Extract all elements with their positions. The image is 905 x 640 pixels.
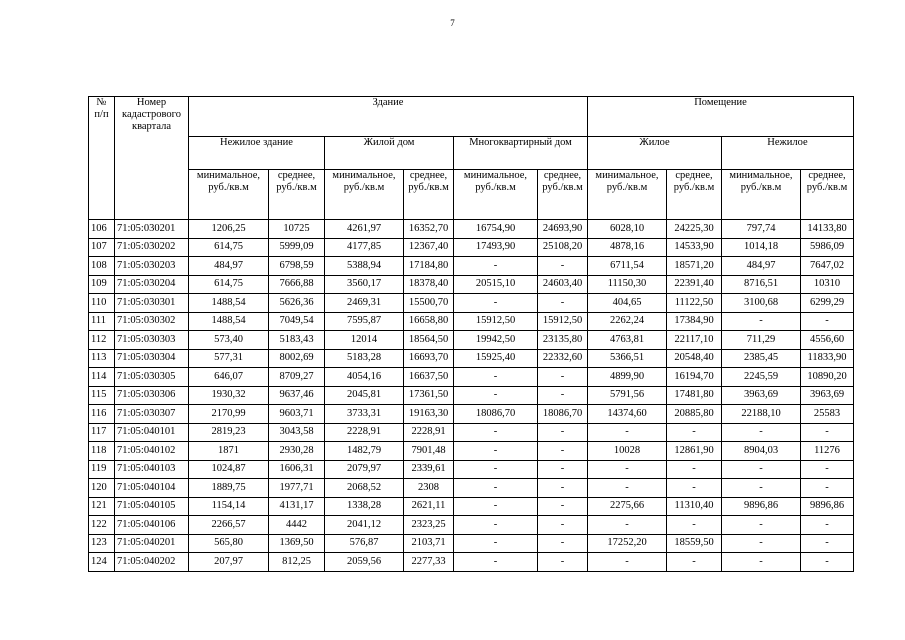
page-number: 7 bbox=[450, 18, 455, 28]
value-cell: 24693,90 bbox=[538, 220, 588, 239]
value-cell: - bbox=[801, 479, 854, 498]
value-cell: 2930,28 bbox=[269, 442, 325, 461]
header-avg-unit: среднее, руб./кв.м bbox=[269, 170, 325, 220]
header-apartment-building: Многоквартирный дом bbox=[454, 137, 588, 170]
value-cell: 2308 bbox=[404, 479, 454, 498]
value-cell: 18378,40 bbox=[404, 275, 454, 294]
row-number: 111 bbox=[89, 312, 115, 331]
value-cell: 25108,20 bbox=[538, 238, 588, 257]
value-cell: 484,97 bbox=[189, 257, 269, 276]
value-cell: 8709,27 bbox=[269, 368, 325, 387]
value-cell: - bbox=[538, 516, 588, 535]
value-cell: 797,74 bbox=[722, 220, 801, 239]
value-cell: - bbox=[588, 479, 667, 498]
value-cell: 14533,90 bbox=[667, 238, 722, 257]
header-num: № п/п bbox=[89, 97, 115, 220]
value-cell: 404,65 bbox=[588, 294, 667, 313]
cadastral-code: 71:05:040103 bbox=[115, 460, 189, 479]
value-cell: 19942,50 bbox=[454, 331, 538, 350]
value-cell: - bbox=[588, 423, 667, 442]
value-cell: 10890,20 bbox=[801, 368, 854, 387]
value-cell: 5986,09 bbox=[801, 238, 854, 257]
value-cell: 2266,57 bbox=[189, 516, 269, 535]
value-cell: 20548,40 bbox=[667, 349, 722, 368]
value-cell: 4442 bbox=[269, 516, 325, 535]
row-number: 108 bbox=[89, 257, 115, 276]
value-cell: - bbox=[538, 442, 588, 461]
value-cell: 2385,45 bbox=[722, 349, 801, 368]
value-cell: 7666,88 bbox=[269, 275, 325, 294]
table-row bbox=[89, 386, 854, 405]
value-cell: 20515,10 bbox=[454, 275, 538, 294]
value-cell: 812,25 bbox=[269, 553, 325, 572]
value-cell: - bbox=[538, 368, 588, 387]
value-cell: 2819,23 bbox=[189, 423, 269, 442]
value-cell: 22188,10 bbox=[722, 405, 801, 424]
value-cell: 11310,40 bbox=[667, 497, 722, 516]
value-cell: - bbox=[722, 312, 801, 331]
value-cell: 565,80 bbox=[189, 534, 269, 553]
value-cell: 573,40 bbox=[189, 331, 269, 350]
cadastral-code: 71:05:030204 bbox=[115, 275, 189, 294]
value-cell: 4878,16 bbox=[588, 238, 667, 257]
row-number: 120 bbox=[89, 479, 115, 498]
value-cell: 2103,71 bbox=[404, 534, 454, 553]
value-cell: - bbox=[667, 516, 722, 535]
header-residential: Жилое bbox=[588, 137, 722, 170]
value-cell: 2621,11 bbox=[404, 497, 454, 516]
value-cell: 2059,56 bbox=[325, 553, 404, 572]
value-cell: 15912,50 bbox=[538, 312, 588, 331]
value-cell: 2469,31 bbox=[325, 294, 404, 313]
value-cell: 15925,40 bbox=[454, 349, 538, 368]
value-cell: 1488,54 bbox=[189, 294, 269, 313]
value-cell: - bbox=[538, 553, 588, 572]
value-cell: - bbox=[538, 534, 588, 553]
value-cell: 3963,69 bbox=[801, 386, 854, 405]
value-cell: 4177,85 bbox=[325, 238, 404, 257]
value-cell: 4556,60 bbox=[801, 331, 854, 350]
row-number: 112 bbox=[89, 331, 115, 350]
value-cell: - bbox=[722, 516, 801, 535]
row-number: 118 bbox=[89, 442, 115, 461]
value-cell: 4131,17 bbox=[269, 497, 325, 516]
value-cell: 11150,30 bbox=[588, 275, 667, 294]
value-cell: 3733,31 bbox=[325, 405, 404, 424]
value-cell: - bbox=[801, 534, 854, 553]
value-cell: 711,29 bbox=[722, 331, 801, 350]
row-number: 123 bbox=[89, 534, 115, 553]
cadastral-code: 71:05:040105 bbox=[115, 497, 189, 516]
value-cell: - bbox=[454, 423, 538, 442]
value-cell: 2045,81 bbox=[325, 386, 404, 405]
value-cell: - bbox=[538, 497, 588, 516]
value-cell: 22332,60 bbox=[538, 349, 588, 368]
value-cell: 24225,30 bbox=[667, 220, 722, 239]
value-cell: 9603,71 bbox=[269, 405, 325, 424]
table-row bbox=[89, 294, 854, 313]
value-cell: 1488,54 bbox=[189, 312, 269, 331]
value-cell: 10028 bbox=[588, 442, 667, 461]
value-cell: 9896,86 bbox=[801, 497, 854, 516]
value-cell: 1024,87 bbox=[189, 460, 269, 479]
value-cell: 11276 bbox=[801, 442, 854, 461]
row-number: 106 bbox=[89, 220, 115, 239]
value-cell: 5183,43 bbox=[269, 331, 325, 350]
header-building: Здание bbox=[189, 97, 588, 137]
value-cell: - bbox=[538, 386, 588, 405]
value-cell: 1369,50 bbox=[269, 534, 325, 553]
cadastral-code: 71:05:030201 bbox=[115, 220, 189, 239]
cadastral-code: 71:05:030303 bbox=[115, 331, 189, 350]
header-avg-unit: среднее, руб./кв.м bbox=[667, 170, 722, 220]
value-cell: 2079,97 bbox=[325, 460, 404, 479]
value-cell: 2277,33 bbox=[404, 553, 454, 572]
value-cell: - bbox=[722, 460, 801, 479]
table-row bbox=[89, 460, 854, 479]
value-cell: - bbox=[667, 460, 722, 479]
value-cell: 5626,36 bbox=[269, 294, 325, 313]
value-cell: - bbox=[454, 386, 538, 405]
value-cell: - bbox=[454, 479, 538, 498]
value-cell: - bbox=[722, 534, 801, 553]
value-cell: 12014 bbox=[325, 331, 404, 350]
value-cell: 6028,10 bbox=[588, 220, 667, 239]
value-cell: 17361,50 bbox=[404, 386, 454, 405]
value-cell: - bbox=[454, 460, 538, 479]
value-cell: 6711,54 bbox=[588, 257, 667, 276]
value-cell: 25583 bbox=[801, 405, 854, 424]
value-cell: 7049,54 bbox=[269, 312, 325, 331]
value-cell: 1154,14 bbox=[189, 497, 269, 516]
table-row bbox=[89, 442, 854, 461]
value-cell: 2041,12 bbox=[325, 516, 404, 535]
table-row bbox=[89, 349, 854, 368]
value-cell: 16658,80 bbox=[404, 312, 454, 331]
row-number: 110 bbox=[89, 294, 115, 313]
cadastral-code: 71:05:030305 bbox=[115, 368, 189, 387]
value-cell: 16194,70 bbox=[667, 368, 722, 387]
value-cell: - bbox=[722, 479, 801, 498]
header-min-unit: минимальное, руб./кв.м bbox=[722, 170, 801, 220]
value-cell: 19163,30 bbox=[404, 405, 454, 424]
header-min-unit: минимальное, руб./кв.м bbox=[454, 170, 538, 220]
value-cell: 12861,90 bbox=[667, 442, 722, 461]
value-cell: 4899,90 bbox=[588, 368, 667, 387]
table-row bbox=[89, 553, 854, 572]
value-cell: 5183,28 bbox=[325, 349, 404, 368]
value-cell: - bbox=[454, 257, 538, 276]
value-cell: 3043,58 bbox=[269, 423, 325, 442]
value-cell: 18086,70 bbox=[538, 405, 588, 424]
table-row bbox=[89, 423, 854, 442]
table-row bbox=[89, 479, 854, 498]
header-nonresidential: Нежилое bbox=[722, 137, 854, 170]
value-cell: 3963,69 bbox=[722, 386, 801, 405]
value-cell: 17184,80 bbox=[404, 257, 454, 276]
cadastral-code: 71:05:030307 bbox=[115, 405, 189, 424]
value-cell: 14374,60 bbox=[588, 405, 667, 424]
value-cell: 11122,50 bbox=[667, 294, 722, 313]
value-cell: - bbox=[722, 553, 801, 572]
value-cell: - bbox=[538, 479, 588, 498]
value-cell: - bbox=[454, 553, 538, 572]
header-avg-unit: среднее, руб./кв.м bbox=[404, 170, 454, 220]
value-cell: 10310 bbox=[801, 275, 854, 294]
value-cell: 2262,24 bbox=[588, 312, 667, 331]
value-cell: 1871 bbox=[189, 442, 269, 461]
cadastral-code: 71:05:040202 bbox=[115, 553, 189, 572]
value-cell: 16637,50 bbox=[404, 368, 454, 387]
value-cell: 2339,61 bbox=[404, 460, 454, 479]
value-cell: 6299,29 bbox=[801, 294, 854, 313]
value-cell: - bbox=[801, 516, 854, 535]
value-cell: 5999,09 bbox=[269, 238, 325, 257]
value-cell: 22391,40 bbox=[667, 275, 722, 294]
value-cell: 16352,70 bbox=[404, 220, 454, 239]
value-cell: 7901,48 bbox=[404, 442, 454, 461]
row-number: 122 bbox=[89, 516, 115, 535]
table-row bbox=[89, 257, 854, 276]
row-number: 121 bbox=[89, 497, 115, 516]
header-min-unit: минимальное, руб./кв.м bbox=[189, 170, 269, 220]
header-min-unit: минимальное, руб./кв.м bbox=[588, 170, 667, 220]
value-cell: 4261,97 bbox=[325, 220, 404, 239]
value-cell: 576,87 bbox=[325, 534, 404, 553]
value-cell: 1338,28 bbox=[325, 497, 404, 516]
value-cell: 484,97 bbox=[722, 257, 801, 276]
value-cell: 1014,18 bbox=[722, 238, 801, 257]
value-cell: 17252,20 bbox=[588, 534, 667, 553]
value-cell: - bbox=[801, 423, 854, 442]
cadastral-code: 71:05:040106 bbox=[115, 516, 189, 535]
value-cell: 18559,50 bbox=[667, 534, 722, 553]
value-cell: 18571,20 bbox=[667, 257, 722, 276]
table-row bbox=[89, 368, 854, 387]
value-cell: 8716,51 bbox=[722, 275, 801, 294]
value-cell: 4763,81 bbox=[588, 331, 667, 350]
value-cell: 17493,90 bbox=[454, 238, 538, 257]
value-cell: 614,75 bbox=[189, 275, 269, 294]
value-cell: - bbox=[454, 368, 538, 387]
cadastral-code: 71:05:030306 bbox=[115, 386, 189, 405]
value-cell: 23135,80 bbox=[538, 331, 588, 350]
value-cell: 577,31 bbox=[189, 349, 269, 368]
value-cell: 3560,17 bbox=[325, 275, 404, 294]
value-cell: 1482,79 bbox=[325, 442, 404, 461]
header-avg-unit: среднее, руб./кв.м bbox=[538, 170, 588, 220]
cadastral-code: 71:05:040101 bbox=[115, 423, 189, 442]
value-cell: 15500,70 bbox=[404, 294, 454, 313]
value-cell: 12367,40 bbox=[404, 238, 454, 257]
value-cell: - bbox=[667, 553, 722, 572]
value-cell: 10725 bbox=[269, 220, 325, 239]
value-cell: 17384,90 bbox=[667, 312, 722, 331]
value-cell: - bbox=[588, 516, 667, 535]
value-cell: 1206,25 bbox=[189, 220, 269, 239]
value-cell: - bbox=[667, 423, 722, 442]
value-cell: - bbox=[538, 257, 588, 276]
value-cell: 3100,68 bbox=[722, 294, 801, 313]
table-row bbox=[89, 312, 854, 331]
value-cell: 1930,32 bbox=[189, 386, 269, 405]
cadastral-code: 71:05:030202 bbox=[115, 238, 189, 257]
value-cell: 2275,66 bbox=[588, 497, 667, 516]
table-row bbox=[89, 534, 854, 553]
value-cell: 20885,80 bbox=[667, 405, 722, 424]
value-cell: 2245,59 bbox=[722, 368, 801, 387]
table-row bbox=[89, 497, 854, 516]
value-cell: - bbox=[454, 294, 538, 313]
cadastral-code: 71:05:040102 bbox=[115, 442, 189, 461]
value-cell: - bbox=[454, 497, 538, 516]
value-cell: 207,97 bbox=[189, 553, 269, 572]
value-cell: 11833,90 bbox=[801, 349, 854, 368]
value-cell: 22117,10 bbox=[667, 331, 722, 350]
value-cell: 9896,86 bbox=[722, 497, 801, 516]
value-cell: - bbox=[801, 312, 854, 331]
cadastral-code: 71:05:030302 bbox=[115, 312, 189, 331]
value-cell: 2228,91 bbox=[325, 423, 404, 442]
value-cell: - bbox=[667, 479, 722, 498]
value-cell: 5791,56 bbox=[588, 386, 667, 405]
value-cell: - bbox=[538, 294, 588, 313]
value-cell: 7595,87 bbox=[325, 312, 404, 331]
value-cell: 16693,70 bbox=[404, 349, 454, 368]
row-number: 124 bbox=[89, 553, 115, 572]
header-cadastral: Номер кадастрового квартала bbox=[115, 97, 189, 220]
value-cell: - bbox=[538, 460, 588, 479]
value-cell: 1977,71 bbox=[269, 479, 325, 498]
value-cell: - bbox=[722, 423, 801, 442]
value-cell: 646,07 bbox=[189, 368, 269, 387]
value-cell: 2228,91 bbox=[404, 423, 454, 442]
cadastral-code: 71:05:030304 bbox=[115, 349, 189, 368]
table-row bbox=[89, 405, 854, 424]
value-cell: - bbox=[801, 553, 854, 572]
value-cell: 16754,90 bbox=[454, 220, 538, 239]
header-nonres-building: Нежилое здание bbox=[189, 137, 325, 170]
table-row bbox=[89, 331, 854, 350]
row-number: 116 bbox=[89, 405, 115, 424]
header-premises: Помещение bbox=[588, 97, 854, 137]
value-cell: 24603,40 bbox=[538, 275, 588, 294]
value-cell: 6798,59 bbox=[269, 257, 325, 276]
header-house: Жилой дом bbox=[325, 137, 454, 170]
value-cell: 2068,52 bbox=[325, 479, 404, 498]
value-cell: 15912,50 bbox=[454, 312, 538, 331]
row-number: 119 bbox=[89, 460, 115, 479]
cadastral-code: 71:05:030203 bbox=[115, 257, 189, 276]
value-cell: 5366,51 bbox=[588, 349, 667, 368]
value-cell: 18086,70 bbox=[454, 405, 538, 424]
value-cell: - bbox=[588, 460, 667, 479]
table-row bbox=[89, 275, 854, 294]
value-cell: 17481,80 bbox=[667, 386, 722, 405]
value-cell: 8002,69 bbox=[269, 349, 325, 368]
value-cell: 2323,25 bbox=[404, 516, 454, 535]
cadastral-code: 71:05:030301 bbox=[115, 294, 189, 313]
cadastral-value-table bbox=[88, 96, 854, 572]
value-cell: 14133,80 bbox=[801, 220, 854, 239]
cadastral-code: 71:05:040201 bbox=[115, 534, 189, 553]
header-min-unit: минимальное, руб./кв.м bbox=[325, 170, 404, 220]
cadastral-code: 71:05:040104 bbox=[115, 479, 189, 498]
value-cell: - bbox=[454, 516, 538, 535]
row-number: 115 bbox=[89, 386, 115, 405]
table-row bbox=[89, 238, 854, 257]
value-cell: - bbox=[538, 423, 588, 442]
row-number: 114 bbox=[89, 368, 115, 387]
value-cell: 1889,75 bbox=[189, 479, 269, 498]
row-number: 117 bbox=[89, 423, 115, 442]
value-cell: 5388,94 bbox=[325, 257, 404, 276]
value-cell: 8904,03 bbox=[722, 442, 801, 461]
value-cell: 7647,02 bbox=[801, 257, 854, 276]
value-cell: - bbox=[801, 460, 854, 479]
row-number: 113 bbox=[89, 349, 115, 368]
row-number: 107 bbox=[89, 238, 115, 257]
value-cell: - bbox=[454, 442, 538, 461]
value-cell: - bbox=[454, 534, 538, 553]
table-row bbox=[89, 220, 854, 239]
value-cell: 1606,31 bbox=[269, 460, 325, 479]
header-avg-unit: среднее, руб./кв.м bbox=[801, 170, 854, 220]
value-cell: 18564,50 bbox=[404, 331, 454, 350]
value-cell: - bbox=[588, 553, 667, 572]
row-number: 109 bbox=[89, 275, 115, 294]
value-cell: 614,75 bbox=[189, 238, 269, 257]
value-cell: 2170,99 bbox=[189, 405, 269, 424]
value-cell: 9637,46 bbox=[269, 386, 325, 405]
table-row bbox=[89, 516, 854, 535]
value-cell: 4054,16 bbox=[325, 368, 404, 387]
